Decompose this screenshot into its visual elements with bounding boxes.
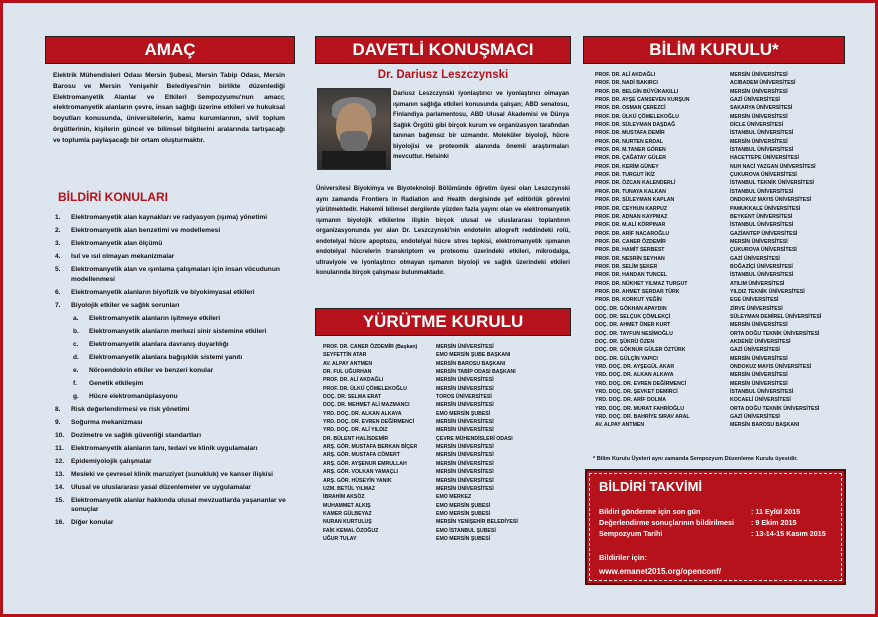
bilim-member-row: AV. ALPAY ANTMEN MERSİN BAROSU BAŞKANI <box>595 422 800 429</box>
yurutme-kurulu-list <box>323 343 571 543</box>
bildiri-konulari-list <box>55 213 291 531</box>
amac-header: AMAÇ <box>45 36 295 64</box>
konu-item: 8. Risk değerlendirmesi ve risk yönetimi <box>55 405 190 413</box>
takvim-row: Sempozyum Tarihi : 13-14-15 Kasım 2015 <box>599 529 826 538</box>
bilim-header: BİLİM KURULU* <box>583 36 845 64</box>
yurutme-member-row: YRD. DOÇ. DR. EVREN DEĞİRMENCİ MERSİN ÜNİVERSİTESİ <box>323 419 494 426</box>
bilim-member-row: PROF. DR. CEYHUN KARPUZ PAMUKKALE ÜNİVERSİTESİ <box>595 205 801 212</box>
bilim-member-row: PROF. DR. SÜLEYMAN DAŞDAĞ DİCLE ÜNİVERSİTESİ <box>595 122 784 129</box>
bilim-member-row: YRD. DOÇ. DR. ŞEVKET DEMİRCİ İSTANBUL ÜNİVERSİTESİ <box>595 389 794 396</box>
yurutme-member-row: ARŞ. GÖR. MUSTAFA CÖMERT MERSİN ÜNİVERSİTESİ <box>323 452 494 459</box>
yurutme-member-row: ARŞ. GÖR. VOLKAN YAMAÇLI MERSİN ÜNİVERSİTESİ <box>323 469 494 476</box>
bilim-member-row: PROF. DR. CANER ÖZDEMİR MERSİN ÜNİVERSİTESİ <box>595 238 788 245</box>
speaker-photo <box>317 88 391 170</box>
bilim-member-row: PROF. DR. M.TANER GÖREN İSTANBUL ÜNİVERSİTESİ <box>595 147 794 154</box>
bilim-member-row: PROF. DR. ÖZCAN KALENDERLİ İSTANBUL TEKNİK ÜNİVERSİTESİ <box>595 180 814 187</box>
yurutme-member-row: YRD. DOÇ. DR. ALKAN ALKAYA EMO MERSİN ŞUBESİ <box>323 410 491 417</box>
konu-item: 7. Biyolojik etkiler ve sağlık sorunları <box>55 301 180 309</box>
konu-item: 14. Ulusal ve uluslararası yasal düzenlemeler ve uygulamalar <box>55 483 251 491</box>
bilim-member-row: PROF. DR. TURGUT İKİZ ÇUKUROVA ÜNİVERSİTESİ <box>595 172 797 179</box>
bilim-member-row: PROF. DR. KORKUT YEĞİN EGE ÜNİVERSİTESİ <box>595 297 779 304</box>
konu-item: a. Elektromanyetik alanların işitmeye etkileri <box>73 314 221 322</box>
konu-item: 3. Elektromanyetik alan ölçümü <box>55 240 163 247</box>
bilim-member-row: PROF. DR. HANDAN TUNCEL İSTANBUL ÜNİVERSİTESİ <box>595 272 794 279</box>
bilim-member-row: DOÇ. DR. AHMET ÖNER KURT MERSİN ÜNİVERSİTESİ <box>595 322 788 329</box>
bilim-member-row: PROF. DR. AYŞE CANSEVEN KURŞUN GAZİ ÜNİVERSİTESİ <box>595 97 780 104</box>
bildiri-takvimi-box <box>585 469 846 585</box>
bilim-member-row: YRD. DOÇ. DR. ARİF DOLMA KOCAELİ ÜNİVERSİTESİ <box>595 397 791 404</box>
konu-item: 6. Elektromanyetik alanların biyofizik ve biyokimyasal etkileri <box>55 288 255 296</box>
yurutme-member-row: UĞUR TULAY EMO MERSİN ŞUBESİ <box>323 535 491 542</box>
konu-item: 1. Elektromanyetik alan kaynakları ve radyasyon (ışıma) yönetimi <box>55 214 268 221</box>
konu-item: d. Elektromanyetik alanlara bağışıklık sistemi yanıtı <box>73 353 243 361</box>
yurutme-member-row: DOÇ. DR. MEHMET ALİ MAZMANCI MERSİN ÜNİVERSİTESİ <box>323 402 494 409</box>
bilim-member-row: PROF. DR. HAMİT SERBEST ÇUKUROVA ÜNİVERSİTESİ <box>595 247 797 254</box>
speaker-name: Dr. Dariusz Leszczynski <box>377 69 509 81</box>
yurutme-member-row: ARŞ. GÖR. MUSTAFA BERKAN BİÇER MERSİN ÜNİVERSİTESİ <box>323 444 494 451</box>
bilim-member-row: PROF. DR. ALİ AKDAĞLI MERSİN ÜNİVERSİTESİ <box>595 72 788 78</box>
bilim-member-row: YRD. DOÇ. DR. AYŞEGÜL AKAR ONDOKUZ MAYIS ÜNİVERSİTESİ <box>595 364 812 371</box>
bilim-member-row: PROF. DR. AHMET SERDAR TÜRK YILDIZ TEKNİK ÜNİVERSİTESİ <box>595 288 805 295</box>
bilim-member-row: YRD. DOÇ. DR. ALKAN ALKAYA MERSİN ÜNİVERSİTESİ <box>595 372 788 379</box>
takvim-row: Bildiri gönderme için son gün : 11 Eylül 2015 <box>599 507 801 516</box>
yurutme-member-row: PROF. DR. ALİ AKDAĞLI MERSİN ÜNİVERSİTESİ <box>323 377 494 384</box>
bilim-kurulu-list <box>595 71 845 430</box>
bilim-member-row: PROF. DR. SÜLEYMAN KAPLAN ONDOKUZ MAYIS ÜNİVERSİTESİ <box>595 197 812 204</box>
davetli-header: DAVETLİ KONUŞMACI <box>315 36 571 64</box>
bilim-member-row: PROF. DR. TUNAYA KALKAN İSTANBUL ÜNİVERSİTESİ <box>595 188 794 195</box>
yurutme-member-row: YRD. DOÇ. DR. ALİ YILDIZ MERSİN ÜNİVERSİTESİ <box>323 427 494 434</box>
bilim-member-row: PROF. DR. NADİ BAKIRCI ACIBADEM ÜNİVERSİTESİ <box>595 80 796 87</box>
yurutme-member-row: UZM. BETÜL YILMAZ MERSİN ÜNİVERSİTESİ <box>323 485 494 492</box>
bilim-member-row: PROF. DR. NURTEN ERDAL MERSİN ÜNİVERSİTESİ <box>595 138 788 145</box>
bilim-member-row: DOÇ. DR. GÜLÇİN YAPICI MERSİN ÜNİVERSİTESİ <box>595 355 788 362</box>
bilim-member-row: PROF. DR. ÇAĞATAY GÜLER HACETTEPE ÜNİVERSİTESİ <box>595 155 799 162</box>
konu-item: 13. Mesleki ve çevresel klinik maruziyet (sunukluk) ve kanser ilişkisi <box>55 470 273 478</box>
konu-item: 11. Elektromanyetik alanların tanı, tedavi ve klinik uygulamaları <box>55 444 258 452</box>
yurutme-member-row: DR. BÜLENT HALİSDEMİR ÇEVRE MÜHENDİSLERİ ODASI <box>323 435 513 442</box>
bilim-member-row: DOÇ. DR. ŞÜKRÜ ÖZEN AKDENİZ ÜNİVERSİTESİ <box>595 339 791 345</box>
konu-item: 5. Elektromanyetik alan ve ışınlama çalışmaları için insan vücudunun modellenmesi <box>55 266 280 283</box>
bilim-member-row: PROF. DR. ADNAN KAYPMAZ BEYKENT ÜNİVERSİTESİ <box>595 213 793 220</box>
bilim-member-row: PROF. DR. OSMAN ÇEREZCİ SAKARYA ÜNİVERSİTESİ <box>595 105 793 112</box>
bilim-member-row: DOÇ. DR. SELÇUK ÇÖMLEKÇİ SÜLEYMAN DEMİREL ÜNİVERSİTESİ <box>595 313 822 320</box>
yurutme-member-row: FAİK KEMAL ÖZOĞUZ EMO İSTANBUL ŞUBESİ <box>323 527 496 534</box>
konu-item: 12. Epidemiyolojik çalışmalar <box>55 457 152 465</box>
yurutme-member-row: AV. ALPAY ANTMEN MERSİN BAROSU BAŞKANI <box>323 360 506 367</box>
bilim-member-row: PROF. DR. BELGİN BÜYÜKAKILLI MERSİN ÜNİVERSİTESİ <box>595 88 788 95</box>
takvim-row: Değerlendirme sonuçlarının bildirilmesi : 9 Ekim 2015 <box>599 518 797 527</box>
bilim-member-row: DOÇ. DR. TAYFUN NESİMOĞLU ORTA DOĞU TEKNİK ÜNİVERSİTESİ <box>595 330 820 337</box>
konu-item: 2. Elektromanyetik alan benzetimi ve modellemesi <box>55 227 221 234</box>
konu-item: 15. Elektromanyetik alanlar hakkında ulusal mevzuatlarda yaşananlar ve sonuçlar <box>55 496 286 513</box>
speaker-bio-part1: Dariusz Leszczynski iyonlaştırıcı ve iyonlaştırıcı olmayan ışımanın sağlığa etkileri konusunda çalışan; ABD senatosu, Finlandiya parlamentosu, ABD Ulusal Akademisi ve Dünya Sağlık Örgütü gibi birçok kurum ve organizasyon tarafından tanınan bağımsız bir uzmandır. Moleküler biyoloji, hücre biyolojisi ve proteomik alanında önemli araştırmaları mevcuttur. Helsinki <box>393 90 569 160</box>
yurutme-member-row: ARŞ. GÖR. AYŞENUR EMRULLAH MERSİN ÜNİVERSİTESİ <box>323 460 494 467</box>
yurutme-member-row: NURAN KURTULUŞ MERSİN YENİŞEHİR BELEDİYESİ <box>323 519 518 526</box>
yurutme-member-row: MUHAMMET ALKIŞ EMO MERSİN ŞUBESİ <box>323 502 491 509</box>
konu-item: 9. Soğurma mekanizması <box>55 418 143 426</box>
yurutme-member-row: DR. FUL UĞURHAN MERSİN TABİP ODASI BAŞKANI <box>323 369 516 376</box>
yurutme-member-row: KAMER GÜLBEYAZ EMO MERSİN ŞUBESİ <box>323 510 491 517</box>
bilim-member-row: YRD. DOÇ. DR. EVREN DEĞİRMENCİ MERSİN ÜNİVERSİTESİ <box>595 380 788 387</box>
konu-item: 4. Isıl ve ısıl olmayan mekanizmalar <box>55 253 175 260</box>
bilim-member-row: DOÇ. DR. GÖKHAN APAYDIN ZİRVE ÜNİVERSİTESİ <box>595 305 783 312</box>
yurutme-member-row: İBRAHİM AKSÖZ EMO MERKEZ <box>323 494 472 501</box>
konu-item: f. Genetik etkileşim <box>73 379 144 387</box>
yurutme-member-row: PROF. DR. CANER ÖZDEMİR (Başkan) MERSİN ÜNİVERSİTESİ <box>323 344 494 350</box>
bilim-member-row: PROF. DR. MUSTAFA DEMİR İSTANBUL ÜNİVERSİTESİ <box>595 130 794 137</box>
bilim-kurulu-note: * Bilim Kurulu Üyeleri aynı zamanda Sempozyum Düzenleme Kurulu üyesidir. <box>593 456 798 462</box>
konu-item: e. Nöroendokrin etkiler ve benzeri konular <box>73 366 214 374</box>
bilim-member-row: PROF. DR. ARİF NACAROĞLU GAZİANTEP ÜNİVERSİTESİ <box>595 230 798 237</box>
yurutme-member-row: ARŞ. GÖR. HÜSEYİN YANIK MERSİN ÜNİVERSİTESİ <box>323 477 494 484</box>
yurutme-member-row: SEYFETTİN ATAR EMO MERSİN ŞUBE BAŞKANI <box>323 352 511 359</box>
bilim-member-row: PROF. DR. M.ALİ KÖRPINAR İSTANBUL ÜNİVERSİTESİ <box>595 222 794 229</box>
takvim-title: BİLDİRİ TAKVİMİ <box>599 479 703 494</box>
bilim-member-row: YRD. DOÇ. DR. MURAT FAHRİOĞLU ORTA DOĞU TEKNİK ÜNİVERSİTESİ <box>595 405 820 412</box>
konu-item: g. Hücre elektromanüplasyonu <box>73 392 178 400</box>
bilim-member-row: YRD. DOÇ. DR. BAHRİYE SIRAV ARAL GAZİ ÜNİVERSİTESİ <box>595 414 780 421</box>
speaker-bio-part2: Üniversitesi Biyokimya ve Biyoteknoloji Bölümünde öğretim üyesi olan Leszczynski aynı zamanda Frontiers in Radiation and Health dergisinde şef editörlük görevini yürütmektedir. Hakemli bilimsel dergilerde yüzden fazla yayını olan ve elektromanyetik ışımanın biyolojik etkilerine ilişkin birçok ulusal ve uluslararası toplantının organizasyonunda yer alan Dr. Leszczynski'nin endotelin allogreft reddindeki rolü, endotelyal hücre apoptozu, endotelyal hücre stres tepkisi, elektromanyetik ışımanın endotelyal hücrelerin transkriptom ve proteomu üzerindeki etkileri, mikrodalga, ultraviyole ve iyonlaştırıcı olmayan ışımanın biyoloji ve sağlık üzerindeki etkileri konularında birçok çalışması bulunmaktadır. <box>316 185 570 276</box>
bilim-member-row: PROF. DR. ÜLKÜ ÇÖMELEKOĞLU MERSİN ÜNİVERSİTESİ <box>595 113 788 120</box>
submit-label: Bildiriler için: <box>599 553 647 562</box>
konu-item: b. Elektromanyetik alanların merkezi sinir sistemine etkileri <box>73 327 267 335</box>
bilim-member-row: PROF. DR. SELİM ŞEKER BOĞAZİÇİ ÜNİVERSİTESİ <box>595 263 793 270</box>
bilim-member-row: DOÇ. DR. GÖKNUR GÜLER ÖZTÜRK GAZİ ÜNİVERSİTESİ <box>595 347 780 354</box>
amac-text: Elektrik Mühendisleri Odası Mersin Şubesi, Mersin Tabip Odası, Mersin Barosu ve Mersin Yenişehir Belediyesi'nin birlikte düzenlediği Elektromanyetik Alanlar ve Etkileri Sempozyumu'nun amacı; elektromanyetik alanların çevre, insan sağlığı üzerine etkileri ve hukuksal boyutları konusunda, üniversitelerin, kamu kurumlarının, sivil toplum örgütlerinin, kişilerin güncel ve bilimsel bilgilerini aralarında tartışacağı ve toplumla paylaşacağı bir ortam oluşturmaktır. <box>53 72 285 144</box>
bilim-member-row: PROF. DR. KERİM GÜNEY NUH NACİ YAZGAN ÜNİVERSİTESİ <box>595 163 816 170</box>
konu-item: 16. Diğer konular <box>55 519 114 526</box>
bilim-member-row: PROF. DR. NESRİN SEYHAN GAZİ ÜNİVERSİTESİ <box>595 255 780 262</box>
konu-item: c. Elektromanyetik alanlara davranış duyarlılığı <box>73 340 229 348</box>
bildiri-konulari-title: BİLDİRİ KONULARI <box>58 190 168 204</box>
submission-link[interactable]: www.emanet2015.org/openconf/ <box>599 567 721 576</box>
konu-item: 10. Dozimetre ve sağlık güvenliği standartları <box>55 431 202 439</box>
yurutme-member-row: PROF. DR. ÜLKÜ ÇÖMELEKOĞLU MERSİN ÜNİVERSİTESİ <box>323 385 494 392</box>
bilim-member-row: PROF. DR. NÜKHET YILMAZ TURGUT ATILIM ÜNİVERSİTESİ <box>595 280 785 287</box>
yurutme-header: YÜRÜTME KURULU <box>315 308 571 336</box>
yurutme-member-row: DOÇ. DR. SELMA ERAT TOROS ÜNİVERSİTESİ <box>323 394 492 401</box>
